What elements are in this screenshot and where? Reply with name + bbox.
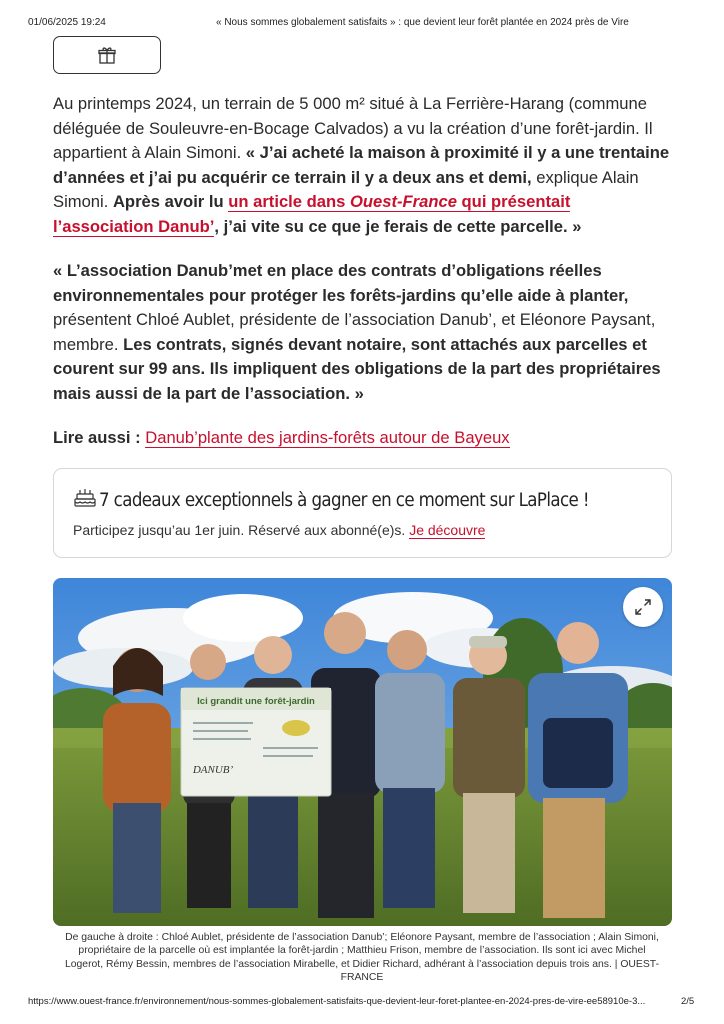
paragraph-text: Au printemps 2024, un terrain de 5 000 m² situé à La Ferrière-Harang (commune déléguée de Souleuvre-en-Bocage Calvados) a vu la création d’une forêt-jardin. Il appartient à Alain Simoni. [53,94,653,162]
group-photo-illustration [53,578,672,926]
link-text: qui présentait l’association Danub’ [53,192,571,236]
cake-icon [74,488,96,508]
sign-title: Ici grandit une forêt-jardin [197,696,315,707]
quote-text: , j’ai vite su ce que je ferais de cette parcelle. » [214,216,582,236]
read-also-label: Lire aussi : [53,428,146,447]
photo-caption: De gauche à droite : Chloé Aublet, présidente de l’association Danub’; Eléonore Paysant, membre de l’association ; Alain Simoni, propriétaire de la parcelle où est implantée la forêt-jardin ; Matthieu Frison, membre de l’association. Ils sont ici avec Michel Logerot, Rémy Bessin, membres de l’association Mirabelle, et Didier Richard, adhérant à l’association depuis trois ans. | OUEST-FRANCE [64,932,660,983]
article-photo[interactable] [53,578,672,926]
page-number: 2/5 [681,996,695,1007]
article-paragraph [53,92,675,239]
read-also-link[interactable]: Danub’plante des jardins-forêts autour de Bayeux [145,428,510,447]
promo-description: Participez jusqu’au 1er juin. Réservé aux abonné(e)s. [73,522,410,538]
quote-text: « L’association Danub’met en place des contrats d’obligations réelles environnementales pour protéger les forêts-jardins qu’elle aide à planter, [53,261,629,305]
sign-logo: DANUB’ [192,764,234,776]
gift-article-button[interactable] [53,36,161,74]
promo-card [53,468,672,558]
link-text: un article dans [228,192,350,211]
paragraph-text: explique Alain Simoni. [53,167,639,211]
print-page-title: « Nous sommes globalement satisfaits » : que devient leur forêt plantée en 2024 près de Vire [216,17,629,28]
promo-discover-link[interactable]: Je découvre [409,522,486,538]
read-also [53,426,675,451]
expand-photo-button[interactable] [623,587,663,627]
quote-text: Les contrats, signés devant notaire, sont attachés aux parcelles et courent sur 99 ans. Ils impliquent des obligations de la part des propriétaires mais aussi de la part de l’association. » [53,334,661,403]
print-date: 01/06/2025 19:24 [28,17,106,28]
print-url: https://www.ouest-france.fr/environnement/nous-sommes-globalement-satisfaits-que-devient-leur-foret-plantee-en-2024-pres-de-vire-ee58910e-3... [28,996,646,1007]
promo-title: 7 cadeaux exceptionnels à gagner en ce moment sur LaPlace ! [99,490,589,511]
expand-icon [634,598,652,616]
paragraph-text: présentent Chloé Aublet, présidente de l’association Danub’, et Eléonore Paysant, membre. [53,310,656,354]
gift-icon [97,45,117,65]
quote-text: Après avoir lu [112,192,229,211]
article-paragraph [53,259,675,406]
link-emphasis: Ouest-France [349,192,457,211]
quote-text: « J’ai acheté la maison à proximité il y a une trentaine d’années et j’ai pu acquérir ce terrain il y a deux ans et demi, [53,143,670,187]
promo-text [73,522,485,538]
